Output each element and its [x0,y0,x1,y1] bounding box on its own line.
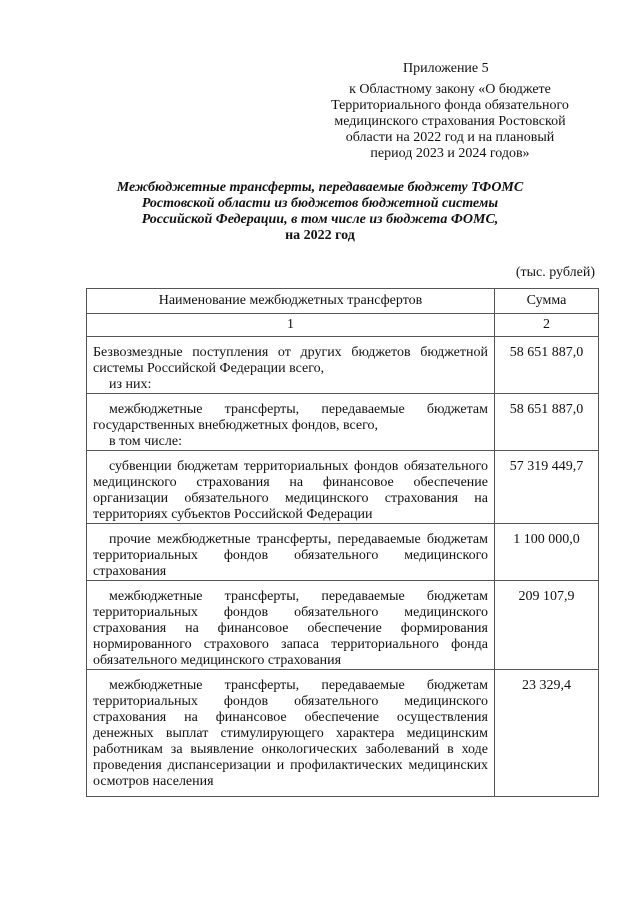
transfer-name: Безвозмездные поступления от других бюджетов бюджетной системы Российской Федерации всего, [93,345,488,376]
appendix-reference-line: области на 2022 год и на плановый [345,130,555,145]
column-number: 2 [495,314,599,337]
table-row [87,524,599,581]
transfer-name-cell [87,337,495,394]
transfer-name-cell [87,394,495,451]
appendix-reference [300,82,600,162]
transfer-amount: 58 651 887,0 [495,337,599,394]
appendix-title: Приложение 5 [403,61,489,76]
transfer-name: межбюджетные трансферты, передаваемые бюджетам территориальных фондов обязательного медицинского страхования на финансовое обеспечение осуществления денежных выплат стимулирующего характера медицинским работникам за выявление онкологических заболеваний в ходе проведения диспансеризации и профилактических медицинских осмотров населения [93,678,488,789]
transfer-amount: 209 107,9 [495,581,599,670]
transfer-name: прочие межбюджетные трансферты, передаваемые бюджетам территориальных фондов обязательного медицинского страхования [93,532,488,579]
transfer-name: межбюджетные трансферты, передаваемые бюджетам государственных внебюджетных фондов, всего, [93,402,488,433]
appendix-reference-line: медицинского страхования Ростовской [334,114,566,129]
table-row [87,451,599,524]
units-label: (тыс. рублей) [515,265,595,280]
table-row [87,581,599,670]
document-title-line: Ростовской области из бюджетов бюджетной системы [141,196,499,211]
appendix-reference-line: к Областному закону «О бюджете [349,82,551,97]
transfer-name-cell [87,581,495,670]
document-title [50,180,590,244]
column-header-amount: Сумма [495,289,599,314]
transfer-subnote: в том числе: [109,434,182,449]
table-row [87,670,599,797]
transfer-amount: 23 329,4 [495,670,599,797]
transfer-name-cell [87,451,495,524]
table-row [87,337,599,394]
table-row [87,394,599,451]
appendix-reference-line: Территориального фонда обязательного [331,98,569,113]
transfer-amount: 1 100 000,0 [495,524,599,581]
transfer-name-cell [87,670,495,797]
transfer-amount: 58 651 887,0 [495,394,599,451]
document-title-line: на 2022 год [285,228,355,243]
transfers-table [86,288,599,797]
transfer-name: межбюджетные трансферты, передаваемые бюджетам территориальных фондов обязательного медицинского страхования на финансовое обеспечение формирования нормированного страхового запаса территориального фонда обязательного медицинского страхования [93,589,488,668]
transfer-amount: 57 319 449,7 [495,451,599,524]
column-number-row [87,314,599,337]
document-title-line: Российской Федерации, в том числе из бюджета ФОМС, [141,212,499,227]
document-title-line: Межбюджетные трансферты, передаваемые бюджету ТФОМС [116,180,524,195]
column-header-name: Наименование межбюджетных трансфертов [87,289,495,314]
column-number: 1 [87,314,495,337]
appendix-reference-line: период 2023 и 2024 годов» [370,146,530,161]
transfer-name: субвенции бюджетам территориальных фондов обязательного медицинского страхования на финансовое обеспечение организации обязательного медицинского страхования на территориях субъектов Российской Федерации [93,459,488,522]
transfer-name-cell [87,524,495,581]
table-header-row [87,289,599,314]
transfer-subnote: из них: [109,377,152,392]
